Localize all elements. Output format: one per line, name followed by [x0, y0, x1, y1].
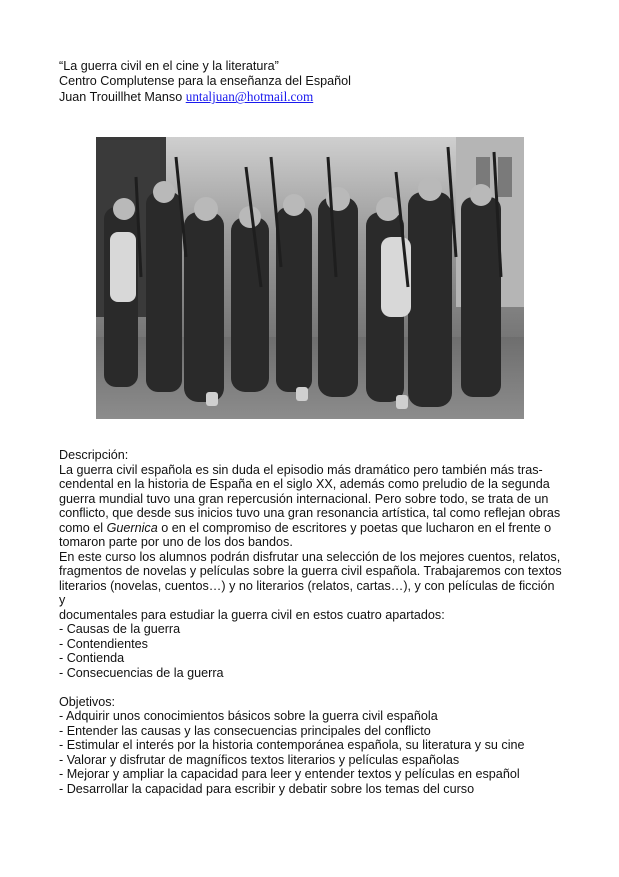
text-line [59, 521, 564, 536]
document-header [59, 59, 351, 106]
list-item: - Mejorar y ampliar la capacidad para leer y entender textos y películas en español [59, 767, 520, 781]
spacer [59, 680, 564, 695]
list-item: - Causas de la guerra [59, 622, 181, 636]
descripcion-paragraph-1 [59, 463, 564, 550]
list-item: - Contienda [59, 651, 125, 665]
list-item: - Desarrollar la capacidad para escribir y debatir sobre los temas del curso [59, 781, 475, 796]
text-segment: como el [59, 520, 107, 535]
objetivos-list [59, 709, 564, 796]
text-line: En este curso los alumnos podrán disfrutar una selección de los mejores cuentos, relatos, [59, 549, 561, 564]
text-line: cendental en la historia de España en el siglo XX, además como preludio de la segunda [59, 477, 550, 491]
author-email-link[interactable]: untaljuan@hotmail.com [185, 89, 314, 105]
apartados-list [59, 622, 564, 680]
objetivos-heading: Objetivos: [59, 694, 115, 709]
list-item: - Estimular el interés por la historia contemporánea española, su literatura y su cine [59, 738, 525, 752]
text-line: guerra mundial tuvo una gran repercusión internacional. Pero sobre todo, se trata de un [59, 491, 549, 506]
list-item: - Contendientes [59, 636, 148, 651]
list-item: - Adquirir unos conocimientos básicos sobre la guerra civil española [59, 709, 438, 723]
descripcion-heading: Descripción: [59, 448, 129, 462]
guernica-italic: Guernica [106, 520, 158, 535]
text-line: tomaron parte por uno de los dos bandos. [59, 535, 293, 549]
photo-illustration [96, 137, 524, 419]
descripcion-paragraph-2 [59, 550, 564, 623]
course-title: “La guerra civil en el cine y la literatura” [59, 59, 279, 73]
list-item: - Entender las causas y las consecuencias principales del conflicto [59, 723, 431, 738]
text-line: literarios (novelas, cuentos…) y no literarios (relatos, cartas…), y con películas de ficción y [59, 578, 555, 607]
text-line: fragmentos de novelas y películas sobre la guerra civil española. Trabajaremos con textos [59, 564, 562, 578]
center-name: Centro Complutense para la enseñanza del Español [59, 74, 351, 89]
text-line: conflicto, que desde sus inicios tuvo una gran resonancia artística, tal como reflejan obras [59, 506, 561, 520]
text-segment: o en el compromiso de escritores y poetas que lucharon en el frente o [157, 520, 552, 535]
text-line: La guerra civil española es sin duda el episodio más dramático pero también más tras- [59, 462, 543, 477]
author-line [59, 89, 351, 105]
militia-march-photo [96, 137, 524, 419]
list-item: - Valorar y disfrutar de magníficos textos literarios y películas españolas [59, 752, 460, 767]
author-name: Juan Trouillhet Manso [59, 90, 183, 105]
text-line: documentales para estudiar la guerra civil en estos cuatro apartados: [59, 607, 445, 622]
list-item: - Consecuencias de la guerra [59, 665, 224, 680]
body-text [59, 448, 564, 796]
